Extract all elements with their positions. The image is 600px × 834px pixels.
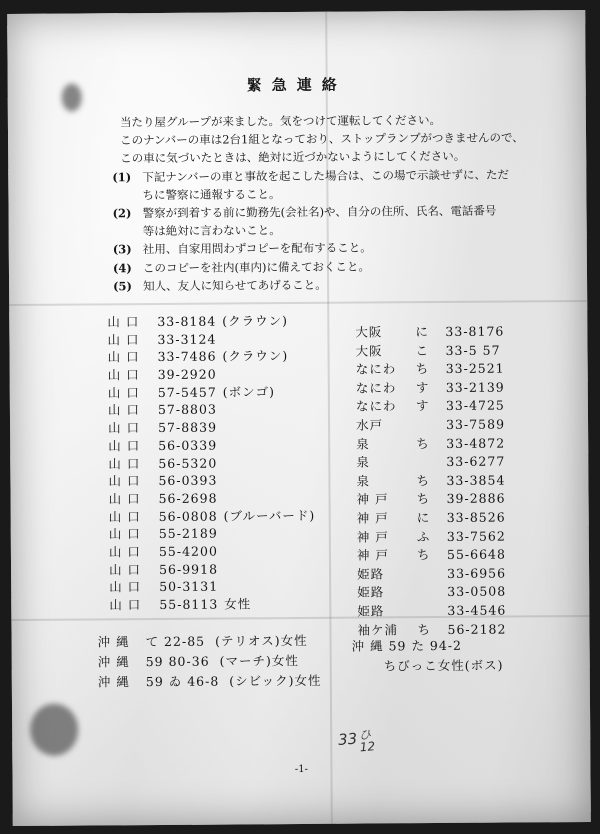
handwritten-note — [337, 728, 375, 755]
plate-row — [357, 546, 506, 566]
plate-area: 山 口 — [108, 455, 141, 471]
rule-item — [113, 238, 533, 258]
plate-number: 33-8526 — [446, 509, 506, 525]
plate-area: 山 口 — [108, 490, 141, 507]
plate-number: 56-2182 — [447, 621, 507, 637]
plate-number: 33-7562 — [446, 528, 506, 544]
boss-plate-note: ちびっこ女性(ボス) — [383, 657, 504, 674]
plate-row — [108, 347, 315, 366]
plate-area: 山 口 — [107, 402, 140, 418]
plate-number: 33-4725 — [445, 397, 505, 414]
rule-line: 下記ナンバーの車と事故を起こした場合は、この場で示談せずに、ただ — [142, 167, 509, 185]
plate-area: 沖 縄 — [97, 654, 130, 670]
plate-row — [355, 341, 504, 361]
plate-area: なにわ — [355, 398, 397, 414]
plate-area: 姫路 — [357, 603, 385, 619]
rule-line: 知人、友人に知らせてあげること。 — [143, 277, 327, 294]
plate-kana — [416, 453, 446, 472]
rule-text — [142, 166, 532, 204]
plate-number: 56-0339 — [158, 437, 218, 453]
plate-row — [109, 506, 316, 525]
plate-number: 59 ゐ 46-8 — [145, 673, 220, 690]
handwritten-main: 33 — [337, 729, 358, 749]
boss-plate — [352, 636, 504, 677]
plate-kana: ふ — [416, 528, 431, 544]
plate-area: 神 戸 — [356, 547, 389, 563]
plate-row — [107, 330, 314, 349]
plate-number: 59 80-36 — [145, 653, 210, 670]
plate-row — [109, 577, 316, 596]
plate-area: 山 口 — [107, 367, 140, 383]
plate-area: 山 口 — [108, 420, 141, 436]
page-number: -1- — [294, 763, 309, 776]
plate-number: 33-0508 — [447, 583, 507, 600]
plate-number: 33-3124 — [157, 331, 217, 347]
plate-area: なにわ — [355, 361, 397, 377]
plate-number: 33-7486 — [157, 348, 217, 365]
plate-area: 泉 — [356, 454, 370, 470]
plate-number: 33-8176 — [445, 323, 505, 339]
plate-row — [357, 583, 506, 603]
plate-row — [108, 453, 315, 472]
handwritten-top: ひ — [358, 727, 372, 743]
plate-area: 神 戸 — [356, 528, 389, 545]
plate-number: 33-6956 — [447, 565, 507, 581]
plate-number: 55-2189 — [158, 525, 218, 542]
rule-line: 警察が到着する前に勤務先(会社名)や、自分の住所、氏名、電話番号 — [142, 203, 497, 221]
plate-row — [357, 564, 506, 584]
plate-row — [108, 471, 315, 490]
document-title: 緊急連絡 — [246, 75, 347, 95]
plate-row — [109, 595, 316, 614]
plate-number: て 22-85 — [145, 633, 206, 650]
plate-row — [109, 524, 316, 543]
plate-kana: に — [415, 324, 429, 340]
plate-kana — [416, 416, 446, 435]
plate-row — [97, 631, 321, 653]
rule-text — [143, 275, 533, 295]
plate-number: 50-3131 — [159, 578, 219, 595]
plate-row — [109, 542, 316, 561]
plate-area: 山 口 — [108, 473, 141, 489]
plate-row — [357, 601, 506, 621]
plate-row — [356, 360, 505, 380]
plate-area: 山 口 — [108, 544, 141, 560]
intro-text — [120, 110, 540, 167]
plate-number: 55-6648 — [446, 546, 506, 563]
plate-note: (マーチ)女性 — [219, 653, 299, 669]
plate-row — [356, 453, 505, 473]
intro-line: この車に気づいたときは、絶対に近づかないようにしてください。 — [120, 148, 466, 166]
plate-row — [356, 397, 505, 417]
plate-number: 33-4872 — [446, 435, 506, 451]
intro-line: 当たり屋グループが来ました。気をつけて運転してください。 — [119, 113, 442, 130]
plate-area: 山 口 — [107, 314, 140, 330]
rule-item — [112, 166, 532, 204]
plate-number: 33-6277 — [446, 453, 506, 470]
plate-row — [108, 365, 315, 384]
plate-row — [356, 378, 505, 398]
plate-area: 袖ケ浦 — [357, 621, 399, 638]
plate-note: (シビック)女性 — [229, 672, 322, 689]
plate-area: なにわ — [355, 380, 397, 396]
rule-text — [143, 238, 533, 258]
plate-note: (クラウン) — [222, 313, 289, 329]
plate-row — [108, 436, 315, 455]
plate-row — [98, 651, 322, 673]
plate-area: 神 戸 — [356, 510, 389, 526]
boss-plate-number: 沖 縄 59 た 94-2 — [351, 637, 463, 654]
plate-number: 33-2521 — [445, 360, 505, 377]
plate-number: 39-2886 — [446, 490, 506, 507]
plate-number: 57-8839 — [158, 419, 218, 436]
plate-number: 56-9918 — [158, 561, 219, 577]
left-plate-list — [107, 312, 316, 614]
paper-sheet — [7, 10, 591, 826]
rule-item — [113, 275, 533, 295]
plate-area: 大阪 — [355, 324, 383, 340]
rule-text — [143, 202, 533, 240]
plate-number: 57-8803 — [157, 402, 217, 418]
plate-note: 女性 — [224, 596, 252, 612]
plate-note: (ボンゴ) — [222, 383, 276, 400]
plate-area: 泉 — [356, 473, 371, 489]
rule-line: このコピーを社内(車内)に備えておくこと。 — [142, 259, 371, 275]
plate-row — [357, 490, 506, 510]
rule-text — [143, 257, 533, 277]
plate-number: 33-7589 — [445, 416, 506, 432]
plate-area: 山 口 — [109, 561, 142, 577]
plate-area: 水戸 — [355, 417, 384, 433]
rule-item — [113, 202, 533, 240]
rule-line: 社用、自家用問わずコピーを配布すること。 — [142, 240, 372, 257]
plate-row — [357, 527, 506, 547]
plate-area: 大阪 — [355, 343, 383, 359]
plate-kana: に — [416, 510, 431, 526]
plate-row — [108, 383, 315, 402]
plate-row — [109, 560, 316, 579]
plate-number: 33-4546 — [447, 602, 507, 618]
plate-kana — [417, 565, 447, 584]
plate-number: 33-5 57 — [445, 342, 501, 358]
plate-area: 山 口 — [109, 597, 142, 613]
plate-area: 山 口 — [108, 437, 141, 454]
rule-line: 等は絶対に言わないこと。 — [142, 222, 281, 238]
plate-kana — [417, 602, 447, 621]
rule-line: ちに警察に通報すること。 — [142, 186, 281, 202]
plate-area: 沖 縄 — [97, 674, 130, 690]
plate-area: 姫路 — [357, 584, 385, 600]
plate-kana: す — [415, 398, 430, 414]
paper-crease — [9, 300, 587, 306]
plate-kana — [417, 583, 447, 602]
plate-number: 56-2698 — [158, 490, 218, 506]
plate-row — [355, 323, 504, 343]
plate-number: 56-0393 — [158, 472, 218, 489]
plate-area: 神 戸 — [356, 491, 389, 507]
plate-number: 56-0808 — [158, 508, 218, 524]
plate-number: 33-2139 — [445, 379, 505, 395]
plate-number: 55-4200 — [158, 543, 218, 559]
plate-note: (テリオス)女性 — [215, 632, 308, 649]
plate-kana: ち — [416, 435, 430, 451]
plate-row — [356, 434, 505, 454]
plate-row — [108, 489, 315, 508]
plate-number: 33-3854 — [446, 472, 506, 488]
right-plate-list — [355, 323, 506, 640]
plate-row — [356, 471, 505, 491]
rule-number: (5) — [113, 279, 133, 294]
plate-row — [98, 671, 322, 693]
plate-number: 33-8184 — [157, 313, 217, 329]
plate-area: 山 口 — [107, 331, 140, 348]
rule-number: (3) — [112, 242, 132, 257]
okinawa-plate-list — [97, 631, 321, 693]
plate-number: 55-8113 — [159, 596, 219, 612]
plate-row — [107, 312, 314, 331]
plate-kana: ち — [416, 547, 431, 563]
plate-area: 泉 — [356, 436, 370, 452]
plate-note: (クラウン) — [222, 348, 289, 364]
rule-number: (4) — [112, 260, 132, 275]
plate-note: (ブルーバード) — [223, 507, 316, 524]
plate-number: 57-5457 — [157, 384, 217, 400]
intro-line: このナンバーの車は2台1組となっており、ストップランプがつきませんので、 — [120, 130, 524, 148]
plate-kana: ち — [415, 361, 430, 377]
plate-number: 56-5320 — [158, 455, 218, 471]
plate-area: 沖 縄 — [97, 634, 130, 650]
rule-number: (1) — [112, 170, 132, 185]
plate-number: 39-2920 — [157, 366, 217, 383]
rule-number: (2) — [112, 206, 132, 221]
plate-area: 山 口 — [107, 349, 140, 365]
ink-smudge — [30, 704, 78, 756]
plate-kana: ち — [416, 472, 431, 488]
plate-kana: こ — [415, 342, 430, 358]
plate-area: 山 口 — [108, 526, 141, 542]
plate-area: 山 口 — [107, 384, 140, 401]
plate-kana: ち — [416, 491, 431, 507]
plate-row — [357, 508, 506, 528]
plate-area: 山 口 — [108, 508, 141, 524]
plate-row — [108, 418, 315, 437]
plate-row — [356, 416, 505, 436]
rule-item — [113, 257, 533, 277]
plate-area: 山 口 — [109, 579, 142, 595]
rules-list — [112, 166, 533, 296]
plate-row — [108, 400, 315, 419]
plate-kana: す — [415, 379, 430, 395]
plate-area: 姫路 — [357, 566, 385, 582]
plate-kana: ち — [417, 621, 432, 637]
handwritten-bottom: 12 — [359, 739, 376, 755]
